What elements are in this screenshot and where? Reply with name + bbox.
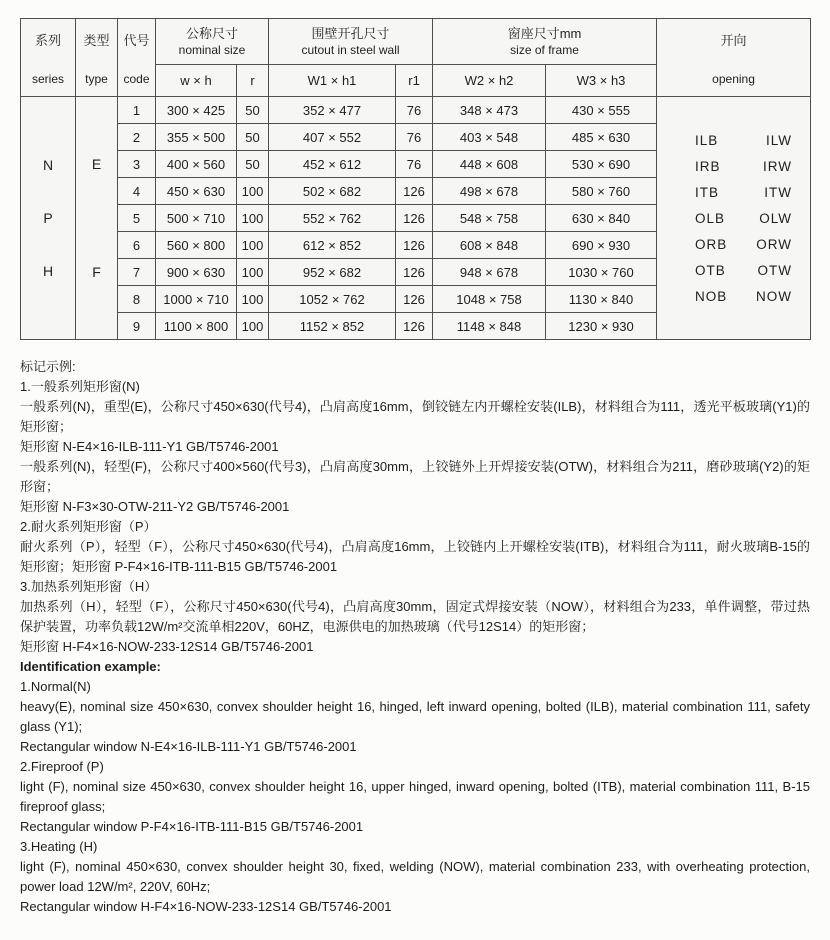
wxh-cell: 355 × 500 bbox=[156, 124, 237, 151]
r1-cell: 126 bbox=[396, 178, 433, 205]
code-cell: 8 bbox=[118, 286, 156, 313]
col-group-frame-size bbox=[433, 19, 657, 65]
w1h1-cell: 352 × 477 bbox=[269, 97, 396, 124]
r-cell: 100 bbox=[237, 232, 269, 259]
r1-cell: 76 bbox=[396, 97, 433, 124]
w1h1-cell: 407 × 552 bbox=[269, 124, 396, 151]
series-label-en: series bbox=[31, 71, 64, 86]
r1-cell: 76 bbox=[396, 124, 433, 151]
col-header-opening bbox=[657, 19, 811, 97]
w3h3-cell: 430 × 555 bbox=[546, 97, 657, 124]
w3h3-cell: 580 × 760 bbox=[546, 178, 657, 205]
w1h1-cell: 552 × 762 bbox=[269, 205, 396, 232]
wxh-cell: 900 × 630 bbox=[156, 259, 237, 286]
marking-examples-section bbox=[20, 357, 810, 917]
col-header-series bbox=[21, 19, 76, 97]
code-cell: 5 bbox=[118, 205, 156, 232]
marking-designation-en: Rectangular window H-F4×16-NOW-233-12S14 GB/T5746-2001 bbox=[20, 899, 392, 914]
nominal-size-label-en: nominal size bbox=[178, 42, 246, 57]
opening-code-bolted: IRB bbox=[695, 158, 721, 174]
marking-heading-en: 1.Normal(N) bbox=[20, 679, 91, 694]
marking-body-zh: 耐火系列（P），轻型（F），公称尺寸450×630(代号4)，凸肩高度16mm，上铰链内上开螺栓安装(ITB)，材料组合为111，耐火玻璃B-15的矩形窗；矩形窗 P-F4×16-ITB-111-B15 GB/T5746-2001 bbox=[20, 539, 810, 574]
w2h2-cell: 548 × 758 bbox=[433, 205, 546, 232]
w2h2-cell: 948 × 678 bbox=[433, 259, 546, 286]
w3h3-cell: 630 × 840 bbox=[546, 205, 657, 232]
opening-code-welded: ORW bbox=[756, 236, 793, 252]
marking-title-zh: 标记示例: bbox=[20, 359, 76, 374]
code-cell: 3 bbox=[118, 151, 156, 178]
code-cell: 6 bbox=[118, 232, 156, 259]
window-dimensions-table bbox=[20, 18, 811, 340]
w3h3-cell: 1130 × 840 bbox=[546, 286, 657, 313]
opening-pair bbox=[657, 289, 810, 304]
w1h1-cell: 1152 × 852 bbox=[269, 313, 396, 340]
w3h3-cell: 485 × 630 bbox=[546, 124, 657, 151]
marking-designation-zh: 矩形窗 N-F3×30-OTW-211-Y2 GB/T5746-2001 bbox=[20, 499, 290, 514]
nominal-size-label-zh: 公称尺寸 bbox=[186, 25, 239, 41]
series-label-zh: 系列 bbox=[34, 32, 61, 48]
wxh-cell: 560 × 800 bbox=[156, 232, 237, 259]
marking-designation-zh: 矩形窗 N-E4×16-ILB-111-Y1 GB/T5746-2001 bbox=[20, 439, 279, 454]
r-cell: 100 bbox=[237, 286, 269, 313]
code-label-en: code bbox=[123, 71, 150, 86]
w3h3-cell: 530 × 690 bbox=[546, 151, 657, 178]
w2h2-cell: 1148 × 848 bbox=[433, 313, 546, 340]
subcol-r: r bbox=[237, 65, 269, 97]
marking-body-en: heavy(E), nominal size 450×630, convex shoulder height 16, hinged, left inward opening, bolted (ILB), material combination 111, safety glass (Y1); bbox=[20, 699, 810, 734]
code-cell: 9 bbox=[118, 313, 156, 340]
subcol-w1xh1: W1 × h1 bbox=[269, 65, 396, 97]
opening-codes-cell bbox=[657, 97, 811, 340]
marking-heading-zh: 3.加热系列矩形窗（H） bbox=[20, 579, 158, 594]
marking-body-en: light (F), nominal 450×630, convex shoulder height 30, fixed, welding (NOW), material combination 233, with overheating protection, power load 12W/m², 220V, 60Hz; bbox=[20, 859, 810, 894]
wxh-cell: 300 × 425 bbox=[156, 97, 237, 124]
opening-code-bolted: ORB bbox=[695, 236, 728, 252]
series-letter: N bbox=[42, 157, 54, 173]
col-group-nominal-size bbox=[156, 19, 269, 65]
opening-pair bbox=[657, 185, 810, 200]
code-cell: 2 bbox=[118, 124, 156, 151]
opening-code-bolted: NOB bbox=[695, 288, 728, 304]
subcol-w2xh2: W2 × h2 bbox=[433, 65, 546, 97]
wxh-cell: 450 × 630 bbox=[156, 178, 237, 205]
opening-pair bbox=[657, 263, 810, 278]
opening-code-welded: OTW bbox=[757, 262, 793, 278]
marking-designation-zh: 矩形窗 H-F4×16-NOW-233-12S14 GB/T5746-2001 bbox=[20, 639, 314, 654]
series-letter: P bbox=[43, 210, 53, 226]
opening-label-en: opening bbox=[712, 71, 755, 86]
code-label-zh: 代号 bbox=[123, 32, 150, 48]
opening-label-zh: 开向 bbox=[720, 32, 747, 48]
code-cell: 4 bbox=[118, 178, 156, 205]
marking-heading-zh: 2.耐火系列矩形窗（P） bbox=[20, 519, 157, 534]
type-label-zh: 类型 bbox=[83, 32, 110, 48]
subcol-wxh: w × h bbox=[156, 65, 237, 97]
identification-title-en: Identification example: bbox=[20, 659, 161, 674]
opening-code-welded: IRW bbox=[763, 158, 793, 174]
type-label-en: type bbox=[85, 71, 108, 86]
opening-code-bolted: OLB bbox=[695, 210, 726, 226]
w1h1-cell: 452 × 612 bbox=[269, 151, 396, 178]
opening-code-welded: NOW bbox=[756, 288, 793, 304]
w2h2-cell: 608 × 848 bbox=[433, 232, 546, 259]
opening-code-bolted: ILB bbox=[695, 132, 719, 148]
table-row bbox=[21, 97, 811, 124]
w2h2-cell: 498 × 678 bbox=[433, 178, 546, 205]
r-cell: 50 bbox=[237, 151, 269, 178]
series-letter: H bbox=[42, 263, 54, 279]
code-cell: 7 bbox=[118, 259, 156, 286]
col-header-code bbox=[118, 19, 156, 97]
subcol-r1: r1 bbox=[396, 65, 433, 97]
marking-heading-en: 2.Fireproof (P) bbox=[20, 759, 104, 774]
r-cell: 100 bbox=[237, 259, 269, 286]
w3h3-cell: 690 × 930 bbox=[546, 232, 657, 259]
opening-pair bbox=[657, 211, 810, 226]
type-letter: F bbox=[92, 264, 101, 280]
r-cell: 100 bbox=[237, 313, 269, 340]
opening-code-bolted: ITB bbox=[695, 184, 720, 200]
r1-cell: 126 bbox=[396, 313, 433, 340]
r-cell: 50 bbox=[237, 97, 269, 124]
marking-heading-en: 3.Heating (H) bbox=[20, 839, 98, 854]
header-row-groups bbox=[21, 19, 811, 65]
marking-body-zh: 一般系列(N)，轻型(F)，公称尺寸400×560(代号3)，凸肩高度30mm，上铰链外上开焊接安装(OTW)，材料组合为211，磨砂玻璃(Y2)的矩形窗； bbox=[20, 459, 810, 494]
w1h1-cell: 952 × 682 bbox=[269, 259, 396, 286]
r-cell: 50 bbox=[237, 124, 269, 151]
opening-code-welded: ILW bbox=[766, 132, 793, 148]
marking-body-en: light (F), nominal size 450×630, convex shoulder height 16, upper hinged, inward opening, bolted (ITB), material combination 111, B-15 fireproof glass; bbox=[20, 779, 810, 814]
col-header-type bbox=[76, 19, 118, 97]
code-cell: 1 bbox=[118, 97, 156, 124]
opening-pair bbox=[657, 159, 810, 174]
frame-size-label-en: size of frame bbox=[510, 42, 579, 57]
wxh-cell: 500 × 710 bbox=[156, 205, 237, 232]
subcol-w3xh3: W3 × h3 bbox=[546, 65, 657, 97]
w1h1-cell: 502 × 682 bbox=[269, 178, 396, 205]
wxh-cell: 400 × 560 bbox=[156, 151, 237, 178]
marking-designation-en: Rectangular window P-F4×16-ITB-111-B15 GB/T5746-2001 bbox=[20, 819, 364, 834]
r1-cell: 126 bbox=[396, 259, 433, 286]
opening-code-welded: OLW bbox=[759, 210, 793, 226]
frame-size-label-zh: 窗座尺寸mm bbox=[507, 25, 582, 41]
marking-designation-en: Rectangular window N-E4×16-ILB-111-Y1 GB/T5746-2001 bbox=[20, 739, 357, 754]
wxh-cell: 1100 × 800 bbox=[156, 313, 237, 340]
w2h2-cell: 348 × 473 bbox=[433, 97, 546, 124]
r1-cell: 126 bbox=[396, 286, 433, 313]
marking-body-zh: 加热系列（H），轻型（F），公称尺寸450×630(代号4)，凸肩高度30mm，固定式焊接安装（NOW），材料组合为233，单件调整，带过热保护装置，功率负载12W/m²交流单相220V，60HZ，电源供电的加热玻璃（代号12S14）的矩形窗； bbox=[20, 599, 810, 634]
w3h3-cell: 1030 × 760 bbox=[546, 259, 657, 286]
marking-body-zh: 一般系列(N)，重型(E)，公称尺寸450×630(代号4)，凸肩高度16mm，倒铰链左内开螺栓安装(ILB)，材料组合为111，透光平板玻璃(Y1)的矩形窗； bbox=[20, 399, 810, 434]
cutout-label-en: cutout in steel wall bbox=[301, 42, 400, 57]
r1-cell: 126 bbox=[396, 205, 433, 232]
opening-pair bbox=[657, 237, 810, 252]
w2h2-cell: 403 × 548 bbox=[433, 124, 546, 151]
w2h2-cell: 1048 × 758 bbox=[433, 286, 546, 313]
type-cell bbox=[76, 97, 118, 340]
marking-heading-zh: 1.一般系列矩形窗(N) bbox=[20, 379, 140, 394]
r1-cell: 76 bbox=[396, 151, 433, 178]
type-letter: E bbox=[91, 156, 102, 172]
col-group-cutout bbox=[269, 19, 433, 65]
opening-code-welded: ITW bbox=[764, 184, 793, 200]
w2h2-cell: 448 × 608 bbox=[433, 151, 546, 178]
w1h1-cell: 612 × 852 bbox=[269, 232, 396, 259]
wxh-cell: 1000 × 710 bbox=[156, 286, 237, 313]
series-cell bbox=[21, 97, 76, 340]
opening-pair bbox=[657, 133, 810, 148]
w3h3-cell: 1230 × 930 bbox=[546, 313, 657, 340]
cutout-label-zh: 围壁开孔尺寸 bbox=[311, 25, 390, 41]
r-cell: 100 bbox=[237, 178, 269, 205]
r-cell: 100 bbox=[237, 205, 269, 232]
r1-cell: 126 bbox=[396, 232, 433, 259]
w1h1-cell: 1052 × 762 bbox=[269, 286, 396, 313]
opening-code-bolted: OTB bbox=[695, 262, 726, 278]
